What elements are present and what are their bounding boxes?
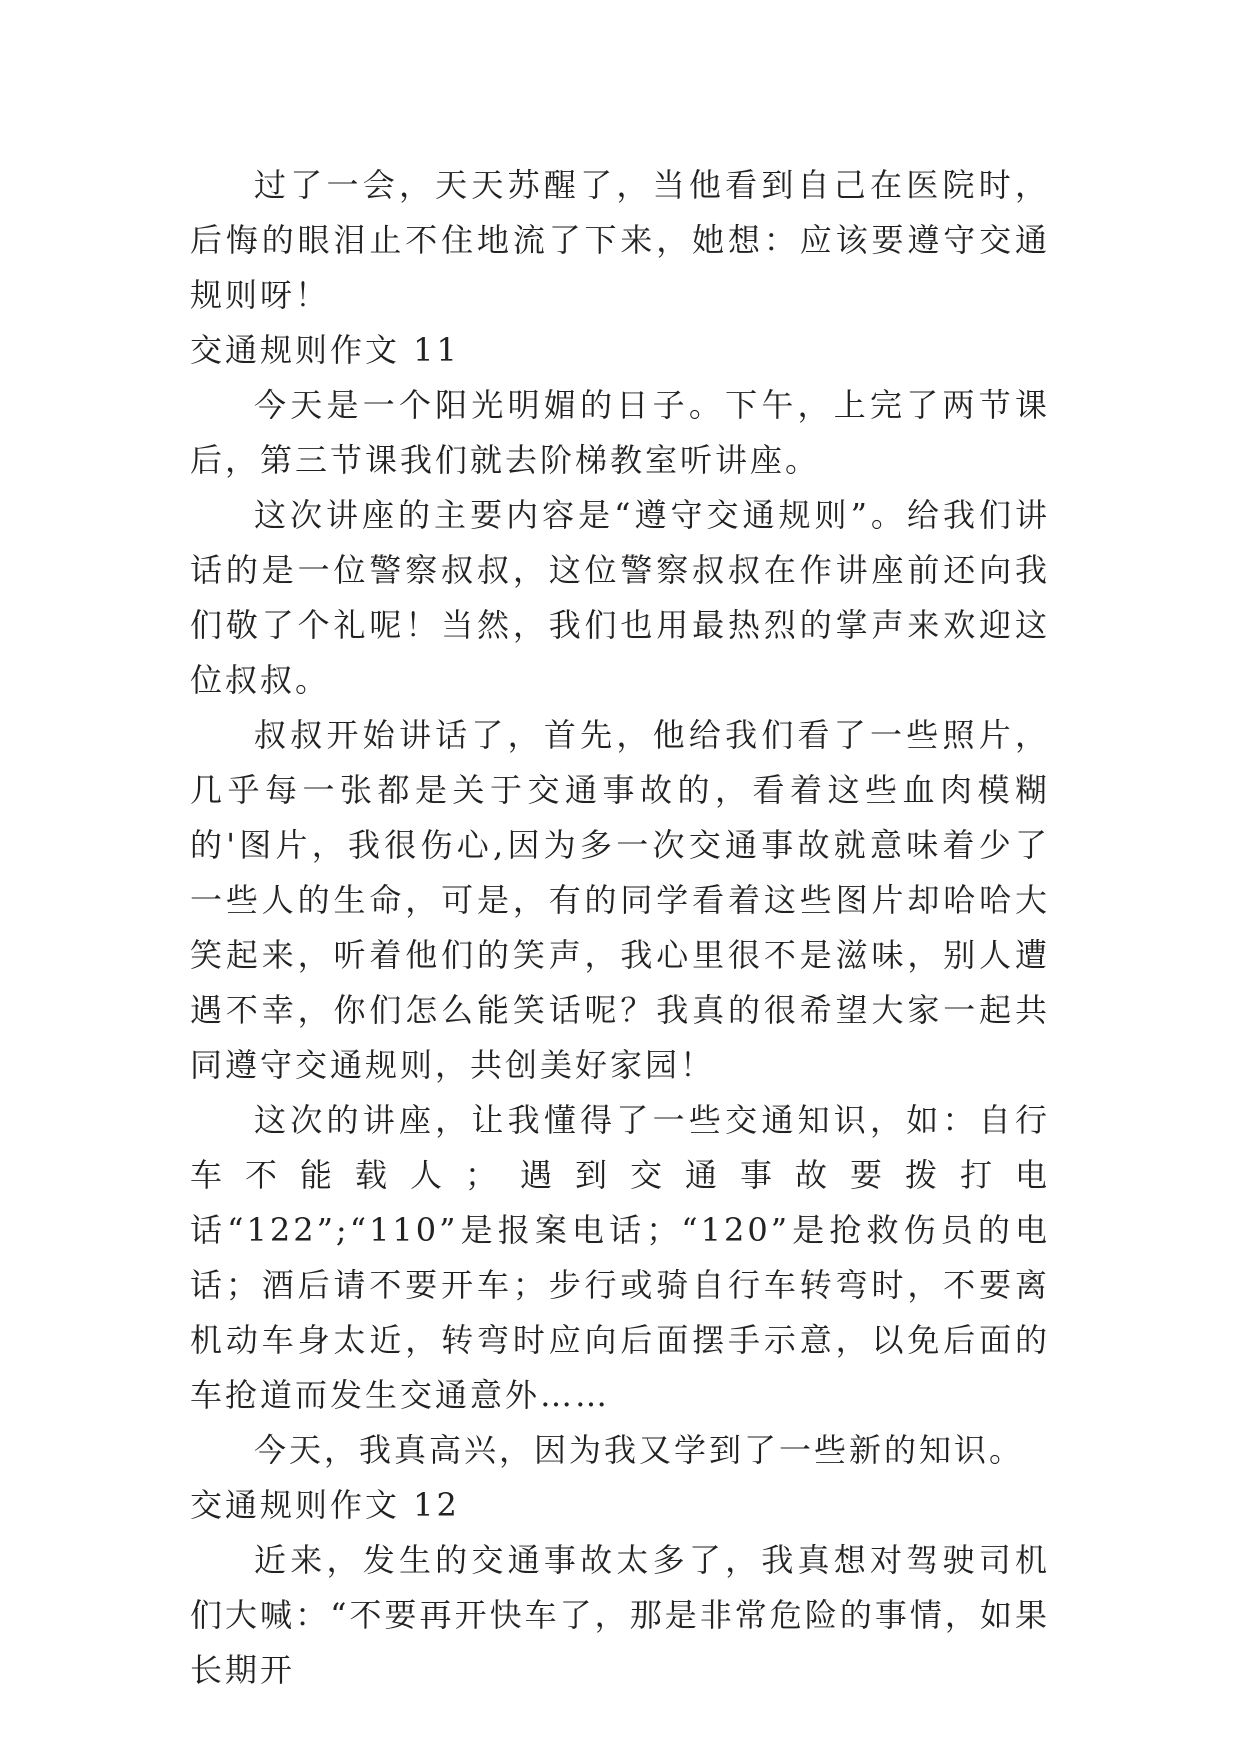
paragraph-story-ending: 过了一会，天天苏醒了，当他看到自己在医院时，后悔的眼泪止不住地流了下来，她想：应该要遵守交通规则呀！ bbox=[190, 166, 1050, 314]
paragraph-traffic-knowledge: 这次的讲座，让我懂得了一些交通知识，如：自行车不能载人；遇到交通事故要拨打电话“122”;“110”是报案电话；“120”是抢救伤员的电话；酒后请不要开车；步行或骑自行车转弯时，不要离机动车身太近，转弯时应向后面摆手示意，以免后面的车抢道而发生交通意外…… bbox=[190, 1101, 1050, 1414]
paragraph-happy: 今天，我真高兴，因为我又学到了一些新的知识。 bbox=[254, 1431, 1025, 1469]
document-body bbox=[190, 158, 1050, 1698]
paragraph-sunny-day: 今天是一个阳光明媚的日子。下午，上完了两节课后，第三节课我们就去阶梯教室听讲座。 bbox=[190, 386, 1050, 479]
essay-title-12: 交通规则作文 12 bbox=[190, 1486, 460, 1524]
paragraph-lecture-content: 这次讲座的主要内容是“遵守交通规则”。给我们讲话的是一位警察叔叔，这位警察叔叔在作讲座前还向我们敬了个礼呢！当然，我们也用最热烈的掌声来欢迎这位叔叔。 bbox=[190, 496, 1050, 699]
paragraph-accidents: 近来，发生的交通事故太多了，我真想对驾驶司机们大喊：“不要再开快车了，那是非常危险的事情，如果长期开 bbox=[190, 1541, 1050, 1689]
paragraph-photos: 叔叔开始讲话了，首先，他给我们看了一些照片，几乎每一张都是关于交通事故的，看着这些血肉模糊的'图片，我很伤心,因为多一次交通事故就意味着少了一些人的生命，可是，有的同学看着这些图片却哈哈大笑起来，听着他们的笑声，我心里很不是滋味，别人遭遇不幸，你们怎么能笑话呢？我真的很希望大家一起共同遵守交通规则，共创美好家园！ bbox=[190, 716, 1050, 1084]
essay-title-11: 交通规则作文 11 bbox=[190, 331, 460, 369]
